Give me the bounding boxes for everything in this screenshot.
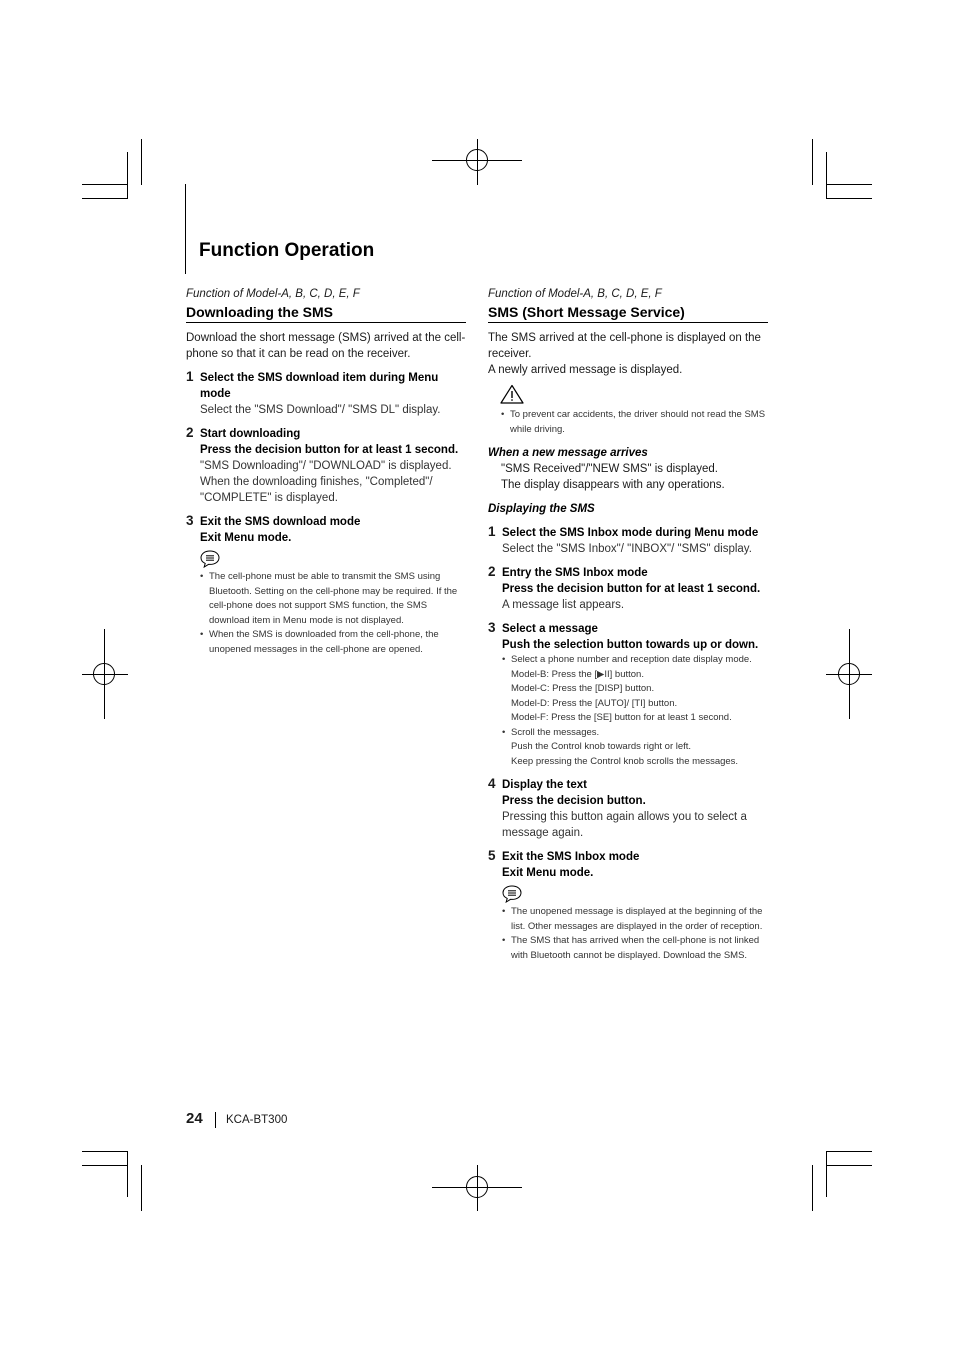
step-text: "SMS Downloading"/ "DOWNLOAD" is displayed. When the downloading finishes, "Completed"/ "COMPLETE" is displayed.: [200, 460, 452, 504]
step-title: Select a message: [502, 623, 598, 635]
step-text: Select the "SMS Download"/ "SMS DL" display.: [200, 404, 441, 416]
list-item-text: • Scroll the messages.: [511, 726, 600, 738]
step-5: [488, 849, 768, 963]
step-title: Select the SMS download item during Menu mode: [200, 372, 439, 400]
list-item: [502, 726, 768, 770]
list-item-text: • Select a phone number and reception date display mode.: [511, 654, 752, 665]
step-number: 1: [186, 369, 194, 384]
list-item: • When the SMS is downloaded from the cell-phone, the unopened messages in the cell-phone are opened.: [200, 628, 466, 657]
step-title: Entry the SMS Inbox mode: [502, 567, 648, 579]
note-icon: [200, 550, 220, 568]
step-action: Press the decision button.: [502, 795, 646, 807]
step-action: Push the selection button towards up or down.: [502, 639, 759, 651]
step-number: 2: [488, 564, 496, 579]
page-number: 24: [186, 1110, 203, 1127]
footer-model: KCA-BT300: [226, 1114, 288, 1126]
step-2: [488, 565, 768, 613]
step-2: [186, 426, 466, 506]
step-number: 2: [186, 425, 194, 440]
right-column: [488, 287, 768, 963]
list-item: • To prevent car accidents, the driver should not read the SMS while driving.: [501, 408, 768, 437]
list-item: [502, 653, 768, 726]
step-number: 3: [488, 620, 496, 635]
note-list: [200, 570, 466, 657]
subheading: Displaying the SMS: [488, 503, 595, 515]
intro-text: The SMS arrived at the cell-phone is displayed on the receiver.: [488, 332, 761, 360]
step-action: Press the decision button for at least 1 second.: [502, 583, 761, 595]
step-1: [488, 525, 768, 557]
step-number: 3: [186, 513, 194, 528]
step-title: Select the SMS Inbox mode during Menu mode: [502, 527, 759, 539]
step-action: Exit Menu mode.: [200, 532, 292, 544]
step-action: Press the decision button for at least 1 second.: [200, 444, 459, 456]
model-f-instruction: Model-F: Press the [SE] button for at least 1 second.: [511, 712, 732, 723]
list-item: • The cell-phone must be able to transmit the SMS using Bluetooth. Setting on the cell-phone may be required. If the cell-phone does not support SMS function, the SMS download item in Menu mode is not displayed.: [200, 570, 466, 628]
section-heading: SMS (Short Message Service): [488, 302, 768, 323]
scroll-instruction: Push the Control knob towards right or left.: [511, 741, 692, 752]
scroll-instruction-2: Keep pressing the Control knob scrolls the messages.: [511, 755, 739, 767]
step-text: Pressing this button again allows you to select a message again.: [502, 811, 747, 839]
step-title: Exit the SMS download mode: [200, 516, 361, 528]
model-d-instruction: Model-D: Press the [AUTO]/ [TI] button.: [511, 697, 678, 709]
note-icon: [502, 885, 522, 903]
step-text: A message list appears.: [502, 599, 625, 611]
step-text: Select the "SMS Inbox"/ "INBOX"/ "SMS" display.: [502, 543, 752, 555]
warning-icon: [500, 384, 524, 404]
subheading-text-2: The display disappears with any operations.: [501, 479, 725, 491]
list-item: • The unopened message is displayed at the beginning of the list. Other messages are displayed in the order of reception.: [502, 905, 768, 934]
note-list: [502, 905, 768, 963]
section-heading: Downloading the SMS: [186, 302, 466, 323]
step-number: 1: [488, 524, 496, 539]
intro-text-2: A newly arrived message is displayed.: [488, 364, 683, 376]
step-title: Exit the SMS Inbox mode: [502, 851, 640, 863]
step-title: Start downloading: [200, 428, 301, 440]
model-c-instruction: Model-C: Press the [DISP] button.: [511, 683, 655, 694]
step-number: 5: [488, 848, 496, 863]
footer-divider: [215, 1112, 216, 1128]
step-detail-list: [502, 653, 768, 769]
step-number: 4: [488, 776, 496, 791]
step-title: Display the text: [502, 779, 587, 791]
subheading-text: "SMS Received"/"NEW SMS" is displayed.: [501, 463, 719, 475]
list-item: • The SMS that has arrived when the cell-phone is not linked with Bluetooth cannot be displayed. Download the SMS.: [502, 934, 768, 963]
intro-text: Download the short message (SMS) arrived at the cell-phone so that it can be read on the receiver.: [186, 332, 466, 360]
model-note: Function of Model-A, B, C, D, E, F: [186, 288, 360, 300]
step-4: [488, 777, 768, 841]
step-action: Exit Menu mode.: [502, 867, 594, 879]
model-note: Function of Model-A, B, C, D, E, F: [488, 288, 662, 300]
warning-list: [501, 408, 768, 437]
title-bar: [185, 184, 186, 274]
step-3: [186, 514, 466, 657]
step-3: [488, 621, 768, 769]
step-1: [186, 370, 466, 418]
left-column: [186, 287, 466, 657]
subheading: When a new message arrives: [488, 447, 648, 459]
model-b-instruction: Model-B: Press the [▶II] button.: [511, 668, 644, 680]
page-title: Function Operation: [199, 240, 375, 261]
